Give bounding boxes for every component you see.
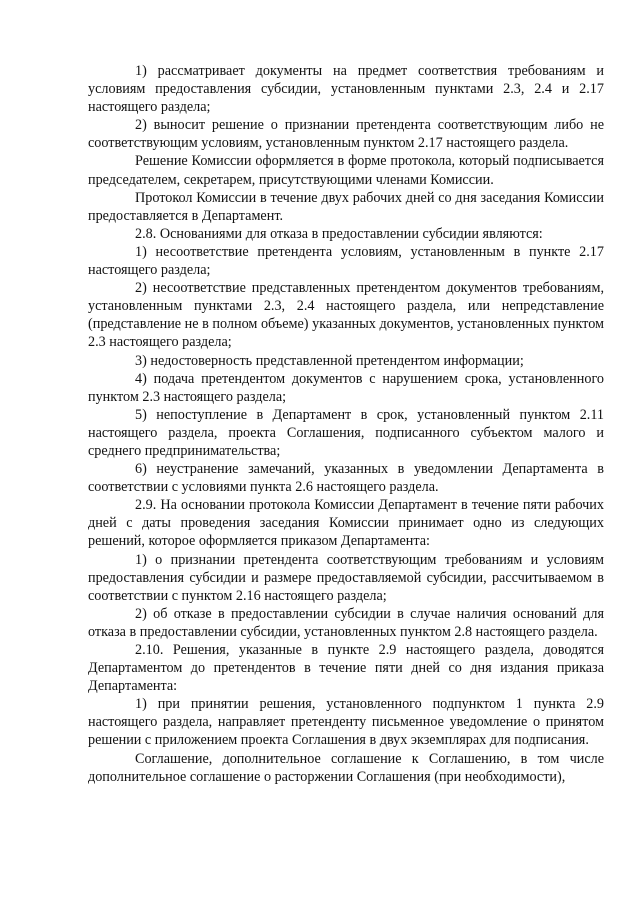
section-2-10: 2.10. Решения, указанные в пункте 2.9 настоящего раздела, доводятся Департаментом до претендентов в течение пяти дней со дня издания приказа Департамента: (88, 642, 604, 695)
paragraph-2: 2) выносит решение о признании претендента соответствующим либо не соответствующим условиям, установленным пунктом 2.17 настоящего раздела. (88, 117, 604, 152)
paragraph-17: Соглашение, дополнительное соглашение к Соглашению, в том числе дополнительное соглашение о расторжении Соглашения (при необходимости), (88, 750, 604, 785)
paragraph-11: 6) неустранение замечаний, указанных в уведомлении Департамента в соответствии с условиями пункта 2.6 настоящего раздела. (88, 461, 604, 496)
paragraph-7: 2) несоответствие представленных претендентом документов требованиям, установленным пунктами 2.3, 2.4 настоящего раздела, или непредставление (представление не в полном объеме) указанных документов, установленных пунктом 2.3 настоящего раздела; (88, 280, 604, 351)
paragraph-3: Решение Комиссии оформляется в форме протокола, который подписывается председателем, секретарем, присутствующими членами Комиссии. (88, 153, 604, 188)
paragraph-13: 1) о признании претендента соответствующим требованиям и условиям предоставления субсидии и размере предоставляемой субсидии, рассчитываемом в соответствии с пунктом 2.16 настоящего раздела; (88, 551, 604, 604)
paragraph-1: 1) рассматривает документы на предмет соответствия требованиям и условиям предоставления субсидии, установленным пунктами 2.3, 2.4 и 2.17 настоящего раздела; (88, 63, 604, 116)
document-page (88, 62, 604, 786)
paragraph-6: 1) несоответствие претендента условиям, установленным в пункте 2.17 настоящего раздела; (88, 243, 604, 279)
paragraph-14: 2) об отказе в предоставлении субсидии в случае наличия оснований для отказа в предоставлении субсидии, установленных пунктом 2.8 настоящего раздела. (88, 605, 604, 640)
paragraph-16: 1) при принятии решения, установленного подпунктом 1 пункта 2.9 настоящего раздела, направляет претенденту письменное уведомление о принятом решении с приложением проекта Соглашения в двух экземплярах для подписания. (88, 696, 604, 749)
paragraph-4: Протокол Комиссии в течение двух рабочих дней со дня заседания Комиссии предоставляется в Департамент. (88, 189, 604, 224)
paragraph-10: 5) непоступление в Департамент в срок, установленный пунктом 2.11 настоящего раздела, проекта Соглашения, подписанного субъектом малого и среднего предпринимательства; (88, 406, 604, 459)
section-2-9: 2.9. На основании протокола Комиссии Департамент в течение пяти рабочих дней с даты проведения заседания Комиссии принимает одно из следующих решений, которое оформляется приказом Департамента: (88, 497, 604, 550)
paragraph-8: 3) недостоверность представленной претендентом информации; (135, 352, 524, 369)
section-2-8-heading: 2.8. Основаниями для отказа в предоставлении субсидии являются: (135, 225, 543, 242)
paragraph-9: 4) подача претендентом документов с нарушением срока, установленного пунктом 2.3 настоящего раздела; (88, 370, 604, 405)
